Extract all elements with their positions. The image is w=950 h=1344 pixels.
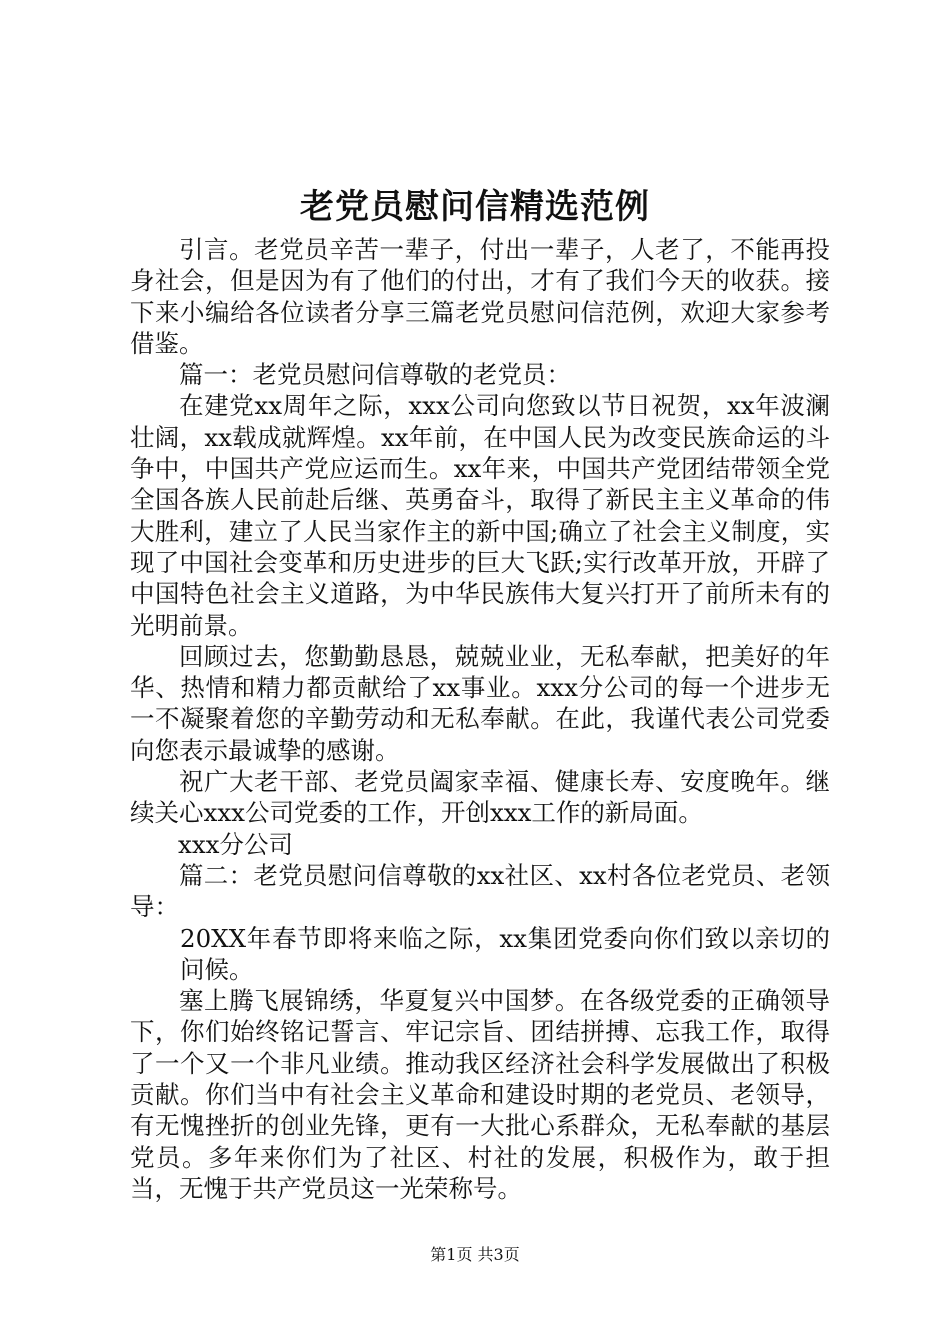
paragraph-intro: 引言。老党员辛苦一辈子，付出一辈子，人老了，不能再投身社会，但是因为有了他们的付出，才有了我们今天的收获。接下来小编给各位读者分享三篇老党员慰问信范例，欢迎大家参考借鉴。 (130, 235, 830, 358)
paragraph-spring-greeting: 20XX年春节即将来临之际，xx集团党委向你们致以亲切的问候。 (180, 923, 830, 984)
document-title: 老党员慰问信精选范例 (300, 187, 650, 227)
paragraph-heading-part-one: 篇一：老党员慰问信尊敬的老党员： (179, 360, 571, 390)
paragraph-wishes: 祝广大老干部、老党员阖家幸福、健康长寿、安度晚年。继续关心xxx公司党委的工作，开创xxx工作的新局面。 (130, 767, 830, 828)
paragraph-achievements: 塞上腾飞展锦绣，华夏复兴中国梦。在各级党委的正确领导下，你们始终铭记誓言、牢记宗旨、团结拼搏、忘我工作，取得了一个又一个非凡业绩。推动我区经济社会科学发展做出了积极贡献。你们当中有社会主义革命和建设时期的老党员、老领导，有无愧挫折的创业先锋，更有一大批心系群众，无私奉献的基层党员。多年来你们为了社区、村社的发展，积极作为，敢于担当，无愧于共产党员这一光荣称号。 (130, 986, 830, 1203)
page-footer: 第1页 共3页 (430, 1245, 520, 1264)
paragraph-party-anniversary: 在建党xx周年之际，xxx公司向您致以节日祝贺，xx年波澜壮阔，xx载成就辉煌。xx年前，在中国人民为改变民族命运的斗争中，中国共产党应运而生。xx年来，中国共产党团结带领全党全国各族人民前赴后继、英勇奋斗，取得了新民主主义革命的伟大胜利，建立了人民当家作主的新中国;确立了社会主义制度，实现了中国社会变革和历史进步的巨大飞跃;实行改革开放，开辟了中国特色社会主义道路，为中华民族伟大复兴打开了前所未有的光明前景。 (130, 391, 830, 640)
paragraph-signature: xxx分公司 (178, 829, 293, 859)
paragraph-review: 回顾过去，您勤勤恳恳，兢兢业业，无私奉献，把美好的年华、热情和精力都贡献给了xx事业。xxx分公司的每一个进步无一不凝聚着您的辛勤劳动和无私奉献。在此，我谨代表公司党委向您表示最诚挚的感谢。 (130, 641, 830, 765)
document-body (130, 234, 830, 1204)
paragraph-heading-part-two: 篇二：老党员慰问信尊敬的xx社区、xx村各位老党员、老领导： (130, 860, 830, 922)
